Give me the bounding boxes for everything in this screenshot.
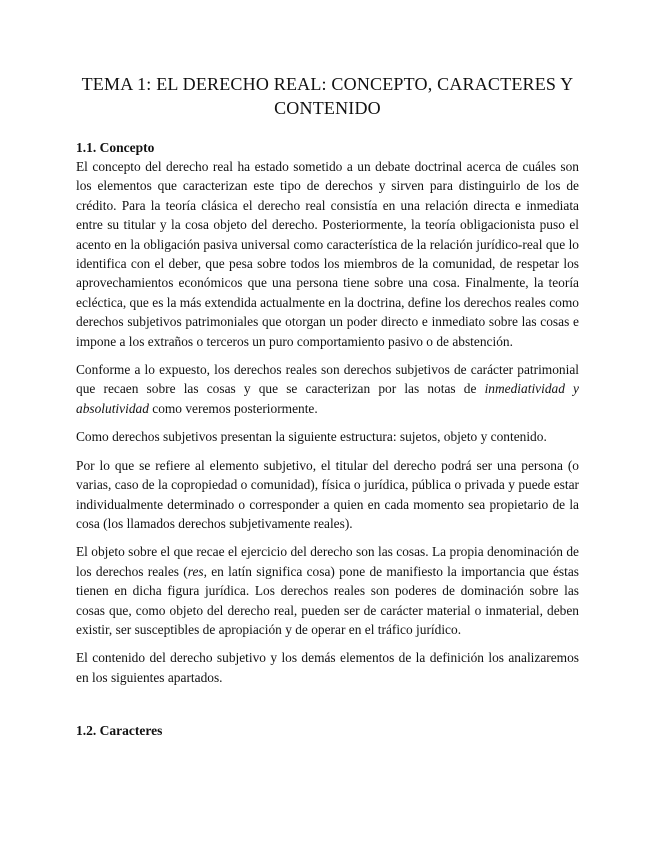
paragraph-objeto-text-start: El objeto sobre el que recae el ejercicio del derecho son las cosas. La propia denominación de los derechos reales ( [76, 544, 579, 579]
paragraph-conforme-text-end: como veremos posteriormente. [148, 400, 318, 416]
paragraph-objeto-italic-res: res [187, 563, 204, 579]
section-heading-concepto: 1.1. Concepto [76, 140, 155, 155]
paragraph-estructura: Como derechos subjetivos presentan la siguiente estructura: sujetos, objeto y contenido. [76, 429, 547, 445]
paragraph-concepto-intro: El concepto del derecho real ha estado sometido a un debate doctrinal acerca de cuáles son los elementos que caracterizan este tipo de derechos y sirven para distinguirlo de los de crédito. Para la teoría clásica el derecho real consistía en una relación directa e inmediata entre su titular y la cosa objeto del derecho. Posteriormente, la teoría obligacionista puso el acento en la obligación pasiva universal como característica de la relación jurídico-real que lo identifica con el deber, que pesa sobre todos los miembros de la comunidad, de respetar los aprovechamientos económicos que una persona tiene sobre una cosa. Finalmente, la teoría ecléctica, que es la más extendida actualmente en la doctrina, define los derechos reales como derechos subjetivos patrimoniales que otorgan un poder directo e inmediato sobre las cosas e impone a los extraños o terceros un puro comportamiento pasivo o de abstención. [76, 159, 579, 349]
paragraph-conforme-text-start: Conforme a lo expuesto, los derechos reales son derechos subjetivos de carácter patrimonial que recaen sobre las cosas y que se caracterizan por las notas de [76, 362, 579, 397]
paragraph-objeto [76, 542, 579, 639]
paragraph-conforme [76, 360, 579, 418]
paragraph-objeto-text-end: , en latín significa cosa) pone de manifiesto la importancia que éstas tienen en dicha figura jurídica. Los derechos reales son poderes de dominación sobre las cosas que, como objeto del derecho real, pueden ser de carácter material o inmaterial, deben existir, ser susceptibles de apropiación y de operar en el tráfico jurídico. [76, 563, 579, 637]
paragraph-conforme-italic: inmediatividad y absolutividad [76, 381, 580, 416]
document-title: TEMA 1: EL DERECHO REAL: CONCEPTO, CARACTERES Y CONTENIDO [81, 74, 574, 118]
section-heading-caracteres: 1.2. Caracteres [76, 723, 163, 739]
paragraph-contenido: El contenido del derecho subjetivo y los demás elementos de la definición los analizaremos en los siguientes apartados. [76, 650, 579, 685]
paragraph-elemento-subjetivo: Por lo que se refiere al elemento subjetivo, el titular del derecho podrá ser una persona (o varias, caso de la copropiedad o comunidad), física o jurídica, pública o privada y puede estar individualmente determinado o corresponder a quien en cada momento sea propietario de la cosa (los llamados derechos subjetivamente reales). [76, 457, 579, 531]
